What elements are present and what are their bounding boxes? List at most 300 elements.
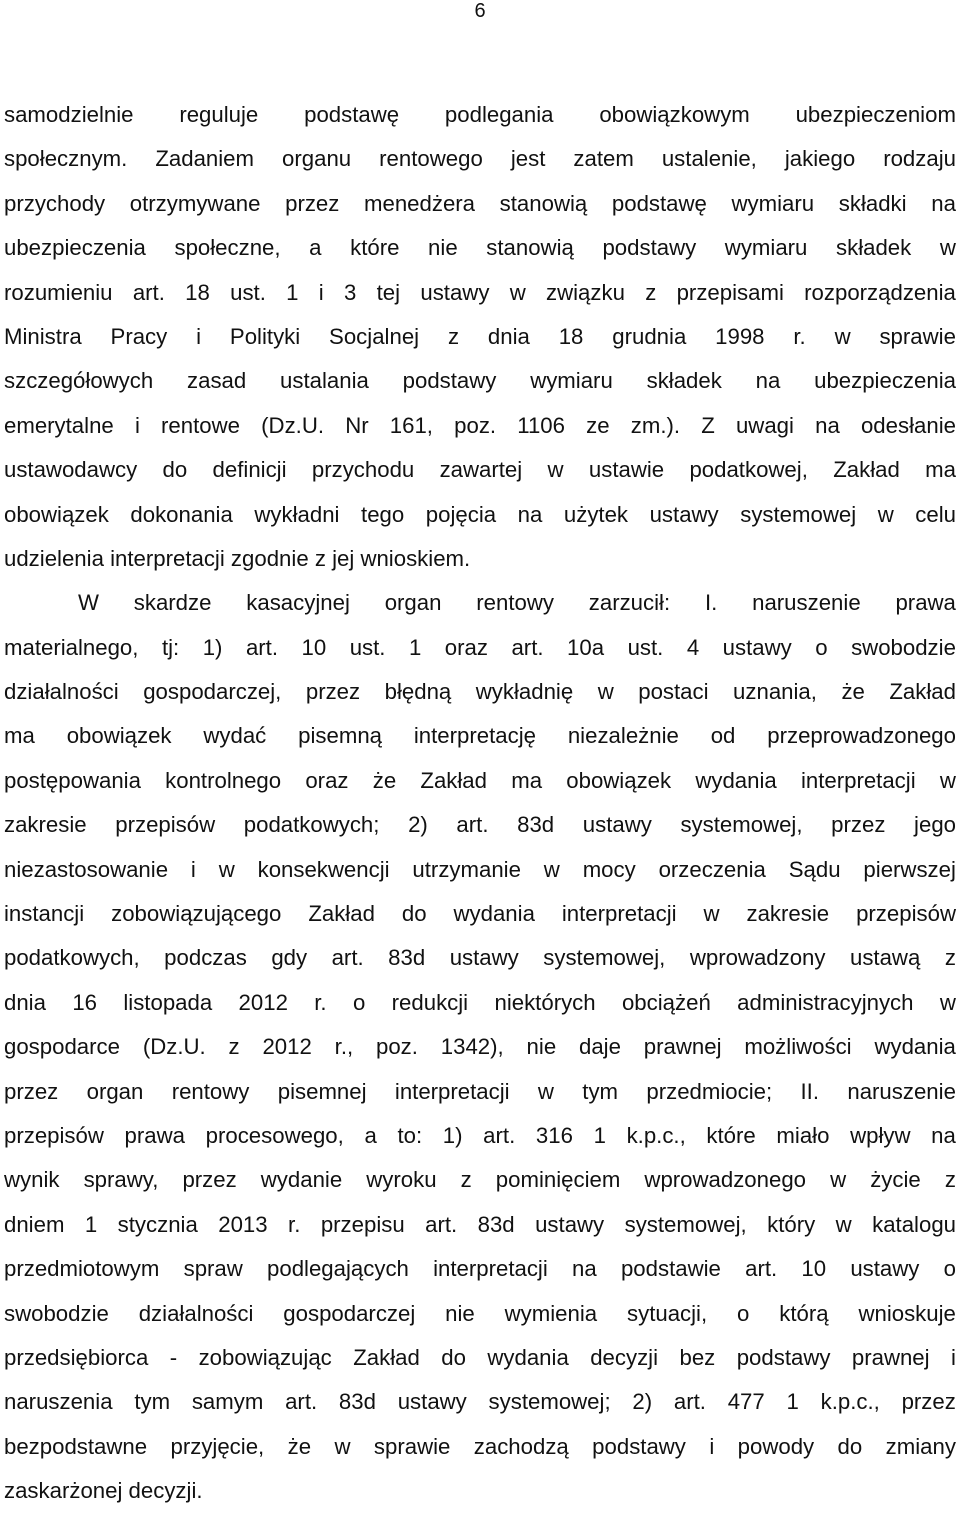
word: wyroku bbox=[366, 1167, 437, 1193]
word: W bbox=[78, 590, 99, 616]
word: art. bbox=[425, 1211, 458, 1237]
word: Z bbox=[701, 412, 715, 438]
word: wymiaru bbox=[530, 368, 613, 394]
word: naruszenie bbox=[847, 1078, 956, 1104]
word: ustawy bbox=[535, 1211, 605, 1237]
word: na bbox=[931, 190, 956, 216]
word: do bbox=[837, 1433, 863, 1459]
word: a bbox=[364, 1122, 377, 1148]
text-line bbox=[4, 229, 956, 273]
text-line bbox=[4, 1117, 956, 1161]
word: do bbox=[401, 901, 427, 927]
word: Zadaniem bbox=[155, 146, 255, 172]
text-line: zaskarżonej decyzji. bbox=[4, 1478, 203, 1504]
word: z bbox=[447, 323, 460, 349]
word: podatkowych; bbox=[243, 812, 380, 838]
word: II. bbox=[800, 1078, 820, 1104]
word: pojęcia bbox=[425, 501, 497, 527]
word: przychody bbox=[4, 190, 106, 216]
word: rodzaju bbox=[883, 146, 956, 172]
word: w bbox=[547, 457, 564, 483]
word: ustawodawcy bbox=[4, 457, 138, 483]
word: 1106 bbox=[517, 412, 565, 438]
word: 10 bbox=[301, 634, 327, 660]
word: systemowej; bbox=[488, 1389, 611, 1415]
word: art. bbox=[331, 945, 364, 971]
word: podatkowych, bbox=[4, 945, 140, 971]
text-line bbox=[4, 1383, 956, 1427]
word: zm.). bbox=[630, 412, 681, 438]
word: organ bbox=[384, 590, 442, 616]
word: bezpodstawne bbox=[4, 1433, 148, 1459]
word: i bbox=[951, 1344, 956, 1370]
word: interpretacji bbox=[800, 767, 916, 793]
word: o bbox=[737, 1300, 750, 1326]
word: przepisu bbox=[320, 1211, 405, 1237]
word: dokonania bbox=[130, 501, 233, 527]
word: odesłanie bbox=[860, 412, 956, 438]
word: rozumieniu bbox=[4, 279, 113, 305]
word: 316 bbox=[535, 1122, 573, 1148]
word: związku bbox=[546, 279, 625, 305]
text-line bbox=[4, 1339, 956, 1383]
word: konsekwencji bbox=[257, 856, 390, 882]
word: i bbox=[134, 412, 140, 438]
word: gdy bbox=[271, 945, 308, 971]
text-line bbox=[4, 185, 956, 229]
word: w bbox=[537, 1078, 554, 1104]
word: możliwości bbox=[744, 1034, 852, 1060]
word: Ministra bbox=[4, 323, 82, 349]
word: które bbox=[706, 1122, 756, 1148]
word: prawnej bbox=[643, 1034, 722, 1060]
text-line bbox=[4, 806, 956, 850]
word: zobowiązując bbox=[198, 1344, 332, 1370]
text-line bbox=[4, 717, 956, 761]
word: przez bbox=[182, 1167, 237, 1193]
word: (Dz.U. bbox=[261, 412, 325, 438]
word: dnia bbox=[4, 989, 46, 1015]
word: użytek bbox=[563, 501, 629, 527]
word: przez bbox=[831, 812, 886, 838]
word: pominięciem bbox=[495, 1167, 621, 1193]
word: podstawy bbox=[402, 368, 497, 394]
word: prawnej bbox=[851, 1344, 930, 1370]
word: art. bbox=[483, 1122, 516, 1148]
word: rentowy bbox=[171, 1078, 250, 1104]
text-line bbox=[4, 895, 956, 939]
word: przepisami bbox=[676, 279, 784, 305]
word: samodzielnie bbox=[4, 102, 134, 127]
word: na bbox=[931, 1122, 956, 1148]
text-line bbox=[4, 407, 956, 451]
word: pierwszej bbox=[863, 856, 956, 882]
word: zachodzą bbox=[473, 1433, 569, 1459]
word: zatem bbox=[573, 146, 634, 172]
word: 1 bbox=[84, 1211, 98, 1237]
word: w bbox=[877, 501, 894, 527]
word: obowiązek bbox=[66, 723, 172, 749]
word: to: bbox=[397, 1122, 423, 1148]
word: art. bbox=[132, 279, 165, 305]
word: gospodarczej, bbox=[143, 679, 282, 705]
word: 161, bbox=[389, 412, 433, 438]
word: naruszenie bbox=[752, 590, 861, 616]
word: decyzji bbox=[590, 1344, 659, 1370]
word: stanowią bbox=[486, 235, 574, 261]
word: do bbox=[162, 457, 188, 483]
word: jest bbox=[510, 146, 546, 172]
word: wykładnię bbox=[475, 679, 574, 705]
text-line bbox=[4, 673, 956, 717]
word: błędną bbox=[384, 679, 452, 705]
word: dniem bbox=[4, 1211, 65, 1237]
word: definicji bbox=[212, 457, 287, 483]
word: rozporządzenia bbox=[804, 279, 956, 305]
text-line bbox=[4, 274, 956, 318]
word: na bbox=[517, 501, 543, 527]
word: niezastosowanie bbox=[4, 856, 169, 882]
word: przez bbox=[285, 190, 340, 216]
word: art. bbox=[673, 1389, 706, 1415]
word: tym bbox=[582, 1078, 619, 1104]
word: działalności bbox=[4, 679, 119, 705]
word: i bbox=[709, 1433, 715, 1459]
word: jego bbox=[914, 812, 956, 838]
text-line bbox=[4, 451, 956, 495]
word: 1 bbox=[286, 279, 299, 305]
word: grudnia bbox=[612, 323, 687, 349]
word: k.p.c., bbox=[626, 1122, 686, 1148]
word: interpretacji bbox=[433, 1256, 548, 1282]
word: Socjalnej bbox=[329, 323, 420, 349]
text-line bbox=[4, 96, 956, 140]
word: 83d bbox=[388, 945, 426, 971]
word: wpływ bbox=[850, 1122, 911, 1148]
word: spraw bbox=[183, 1256, 243, 1282]
word: wydania bbox=[695, 767, 777, 793]
word: przedmiocie; bbox=[646, 1078, 773, 1104]
word: wykładni bbox=[254, 501, 340, 527]
word: w bbox=[834, 323, 851, 349]
word: skardze bbox=[133, 590, 212, 616]
word: 3 bbox=[344, 279, 357, 305]
word: podlegających bbox=[267, 1256, 409, 1282]
text-line bbox=[4, 1250, 956, 1294]
text-line bbox=[4, 1206, 956, 1250]
word: wydanie bbox=[260, 1167, 343, 1193]
word: składki bbox=[838, 190, 907, 216]
word: nie bbox=[445, 1300, 475, 1326]
word: procesowego, bbox=[205, 1122, 344, 1148]
word: przyjęcie, bbox=[170, 1433, 265, 1459]
word: ustawy bbox=[649, 501, 719, 527]
word: ust. bbox=[627, 634, 664, 660]
word: 2012 bbox=[262, 1034, 312, 1060]
word: i bbox=[190, 856, 196, 882]
word: wynik bbox=[4, 1167, 60, 1193]
word: wprowadzony bbox=[689, 945, 826, 971]
word: ustalenie, bbox=[661, 146, 757, 172]
word: obowiązek bbox=[4, 501, 109, 527]
word: Pracy bbox=[110, 323, 168, 349]
word: ustawą bbox=[850, 945, 921, 971]
word: ustawie bbox=[588, 457, 665, 483]
word: z bbox=[944, 945, 956, 971]
word: w bbox=[939, 989, 956, 1015]
text-line bbox=[4, 762, 956, 806]
word: ust. bbox=[230, 279, 266, 305]
word: 10 bbox=[801, 1256, 827, 1282]
word: podstawę bbox=[304, 102, 400, 127]
word: a bbox=[309, 235, 322, 261]
word: tego bbox=[361, 501, 405, 527]
text-line bbox=[4, 362, 956, 406]
word: r., bbox=[334, 1034, 354, 1060]
word: tej bbox=[376, 279, 401, 305]
word: o bbox=[943, 1256, 956, 1282]
word: pisemną bbox=[298, 723, 383, 749]
word: ubezpieczeniom bbox=[795, 102, 956, 127]
word: instancji bbox=[4, 901, 85, 927]
word: w bbox=[218, 856, 235, 882]
word: systemowej bbox=[740, 501, 857, 527]
word: sytuacji, bbox=[627, 1300, 708, 1326]
word: art. bbox=[745, 1256, 778, 1282]
word: gospodarce bbox=[4, 1034, 120, 1060]
word: w bbox=[509, 279, 526, 305]
word: Zakład bbox=[833, 457, 900, 483]
word: przez bbox=[305, 679, 361, 705]
word: art. bbox=[285, 1389, 318, 1415]
word: Zakład bbox=[353, 1344, 420, 1370]
word: 1998 bbox=[715, 323, 765, 349]
word: i bbox=[318, 279, 324, 305]
word: i bbox=[196, 323, 202, 349]
word: r. bbox=[793, 323, 806, 349]
word: ust. bbox=[349, 634, 386, 660]
word: 10a bbox=[567, 634, 605, 660]
word: wymienia bbox=[504, 1300, 598, 1326]
word: daje bbox=[579, 1034, 621, 1060]
word: Zakład bbox=[420, 767, 487, 793]
word: 1) bbox=[442, 1122, 463, 1148]
word: emerytalne bbox=[4, 412, 114, 438]
word: pisemnej bbox=[277, 1078, 367, 1104]
word: do bbox=[441, 1344, 466, 1370]
word: ubezpieczenia bbox=[814, 368, 956, 394]
word: podstawy bbox=[736, 1344, 831, 1370]
word: 83d bbox=[338, 1389, 376, 1415]
word: z bbox=[944, 1167, 956, 1193]
text-line bbox=[4, 984, 956, 1028]
text-line bbox=[4, 1028, 956, 1072]
word: przedmiotowym bbox=[4, 1256, 160, 1282]
word: na bbox=[572, 1256, 597, 1282]
word: systemowej, bbox=[624, 1211, 747, 1237]
word: niezależnie bbox=[567, 723, 679, 749]
word: o bbox=[352, 989, 366, 1015]
word: I. bbox=[704, 590, 718, 616]
word: mocy bbox=[582, 856, 636, 882]
word: wymiaru bbox=[724, 235, 808, 261]
word: 477 bbox=[727, 1389, 765, 1415]
word: podstawy bbox=[592, 1433, 686, 1459]
word: wydania bbox=[453, 901, 535, 927]
word: sprawy, bbox=[83, 1167, 159, 1193]
word: wydania bbox=[874, 1034, 956, 1060]
word: w bbox=[830, 1167, 847, 1193]
text-line: udzielenia interpretacji zgodnie z jej wnioskiem. bbox=[4, 545, 471, 571]
word: stanowią bbox=[499, 190, 588, 216]
word: życie bbox=[870, 1167, 921, 1193]
word: podstawy bbox=[602, 235, 697, 261]
text-line bbox=[4, 939, 956, 983]
word: art. bbox=[245, 634, 278, 660]
word: - bbox=[169, 1344, 178, 1370]
word: 1 bbox=[408, 634, 422, 660]
word: w bbox=[334, 1433, 351, 1459]
word: oraz bbox=[305, 767, 349, 793]
word: postaci bbox=[638, 679, 709, 705]
word: na bbox=[755, 368, 781, 394]
word: nie bbox=[526, 1034, 557, 1060]
word: 2) bbox=[632, 1389, 653, 1415]
word: 1 bbox=[593, 1122, 606, 1148]
word: wnioskuje bbox=[858, 1300, 956, 1326]
word: ustawy bbox=[722, 634, 792, 660]
word: powody bbox=[737, 1433, 815, 1459]
word: podczas bbox=[164, 945, 247, 971]
word: że bbox=[372, 767, 397, 793]
word: obowiązek bbox=[566, 767, 672, 793]
word: przez bbox=[901, 1389, 956, 1415]
word: ustalania bbox=[280, 368, 369, 394]
word: systemowej, bbox=[543, 945, 666, 971]
word: na bbox=[815, 412, 840, 438]
word: w bbox=[597, 679, 614, 705]
word: w bbox=[939, 767, 956, 793]
word: celu bbox=[915, 501, 956, 527]
word: samym bbox=[191, 1389, 264, 1415]
word: sprawie bbox=[373, 1433, 451, 1459]
word: organ bbox=[86, 1078, 144, 1104]
word: Polityki bbox=[229, 323, 301, 349]
word: tj: bbox=[161, 634, 180, 660]
word: 2) bbox=[408, 812, 428, 838]
word: redukcji bbox=[391, 989, 469, 1015]
word: materialnego, bbox=[4, 634, 139, 660]
word: art. bbox=[511, 634, 544, 660]
word: postępowania bbox=[4, 767, 141, 793]
word: uznania, bbox=[733, 679, 817, 705]
word: 83d bbox=[517, 812, 555, 838]
text-line bbox=[4, 1073, 956, 1117]
page-number: 6 bbox=[474, 0, 486, 22]
word: wprowadzonego bbox=[644, 1167, 807, 1193]
word: listopada bbox=[123, 989, 213, 1015]
word: reguluje bbox=[179, 102, 259, 127]
word: systemowej, bbox=[680, 812, 803, 838]
text-line bbox=[4, 584, 956, 628]
word: ma bbox=[4, 723, 35, 749]
word: 1342), bbox=[440, 1034, 504, 1060]
word: bez bbox=[679, 1344, 716, 1370]
word: społeczne, bbox=[174, 235, 281, 261]
word: podstawę bbox=[611, 190, 707, 216]
word: że bbox=[287, 1433, 312, 1459]
word: Nr bbox=[345, 412, 369, 438]
word: zmiany bbox=[885, 1433, 956, 1459]
word: ustawy bbox=[449, 945, 519, 971]
text-line bbox=[4, 496, 956, 540]
word: z bbox=[645, 279, 657, 305]
text-line bbox=[4, 629, 956, 673]
word: dnia bbox=[487, 323, 530, 349]
word: rentowe bbox=[161, 412, 240, 438]
word: nie bbox=[428, 235, 458, 261]
word: szczegółowych bbox=[4, 368, 154, 394]
word: składek bbox=[646, 368, 722, 394]
word: zarzucił: bbox=[588, 590, 671, 616]
word: miało bbox=[776, 1122, 830, 1148]
word: w bbox=[543, 856, 560, 882]
word: w bbox=[939, 235, 956, 261]
word: 18 bbox=[558, 323, 584, 349]
text-line bbox=[4, 1295, 956, 1339]
word: wymiaru bbox=[731, 190, 815, 216]
word: przedsiębiorca bbox=[4, 1344, 149, 1370]
word: ustawy bbox=[582, 812, 652, 838]
word: obowiązkowym bbox=[599, 102, 750, 127]
word: kasacyjnej bbox=[246, 590, 350, 616]
word: katalogu bbox=[872, 1211, 956, 1237]
word: zakresie bbox=[746, 901, 830, 927]
word: w bbox=[835, 1211, 852, 1237]
word: utrzymanie bbox=[412, 856, 521, 882]
word: że bbox=[841, 679, 865, 705]
word: swobodzie bbox=[4, 1300, 109, 1326]
word: rentowego bbox=[379, 146, 483, 172]
word: który bbox=[767, 1211, 816, 1237]
word: ze bbox=[586, 412, 610, 438]
word: przepisów bbox=[856, 901, 956, 927]
text-line bbox=[4, 1161, 956, 1205]
word: ustawy bbox=[420, 279, 490, 305]
word: stycznia bbox=[117, 1211, 198, 1237]
word: przeprowadzonego bbox=[767, 723, 956, 749]
word: k.p.c., bbox=[820, 1389, 880, 1415]
word: menedżera bbox=[364, 190, 476, 216]
word: interpretacji bbox=[561, 901, 677, 927]
word: Zakład bbox=[308, 901, 375, 927]
word: administracyjnych bbox=[737, 989, 914, 1015]
word: przez bbox=[4, 1078, 59, 1104]
word: interpretacji bbox=[394, 1078, 510, 1104]
text-line bbox=[4, 140, 956, 184]
word: niektórych bbox=[494, 989, 596, 1015]
word: Zakład bbox=[889, 679, 956, 705]
word: poz. bbox=[376, 1034, 418, 1060]
word: wydać bbox=[203, 723, 267, 749]
word: 2012 bbox=[238, 989, 288, 1015]
word: składek bbox=[836, 235, 912, 261]
word: Sądu bbox=[788, 856, 841, 882]
word: sprawie bbox=[879, 323, 956, 349]
word: prawa bbox=[124, 1122, 185, 1148]
word: kontrolnego bbox=[165, 767, 282, 793]
word: zobowiązującego bbox=[111, 901, 282, 927]
